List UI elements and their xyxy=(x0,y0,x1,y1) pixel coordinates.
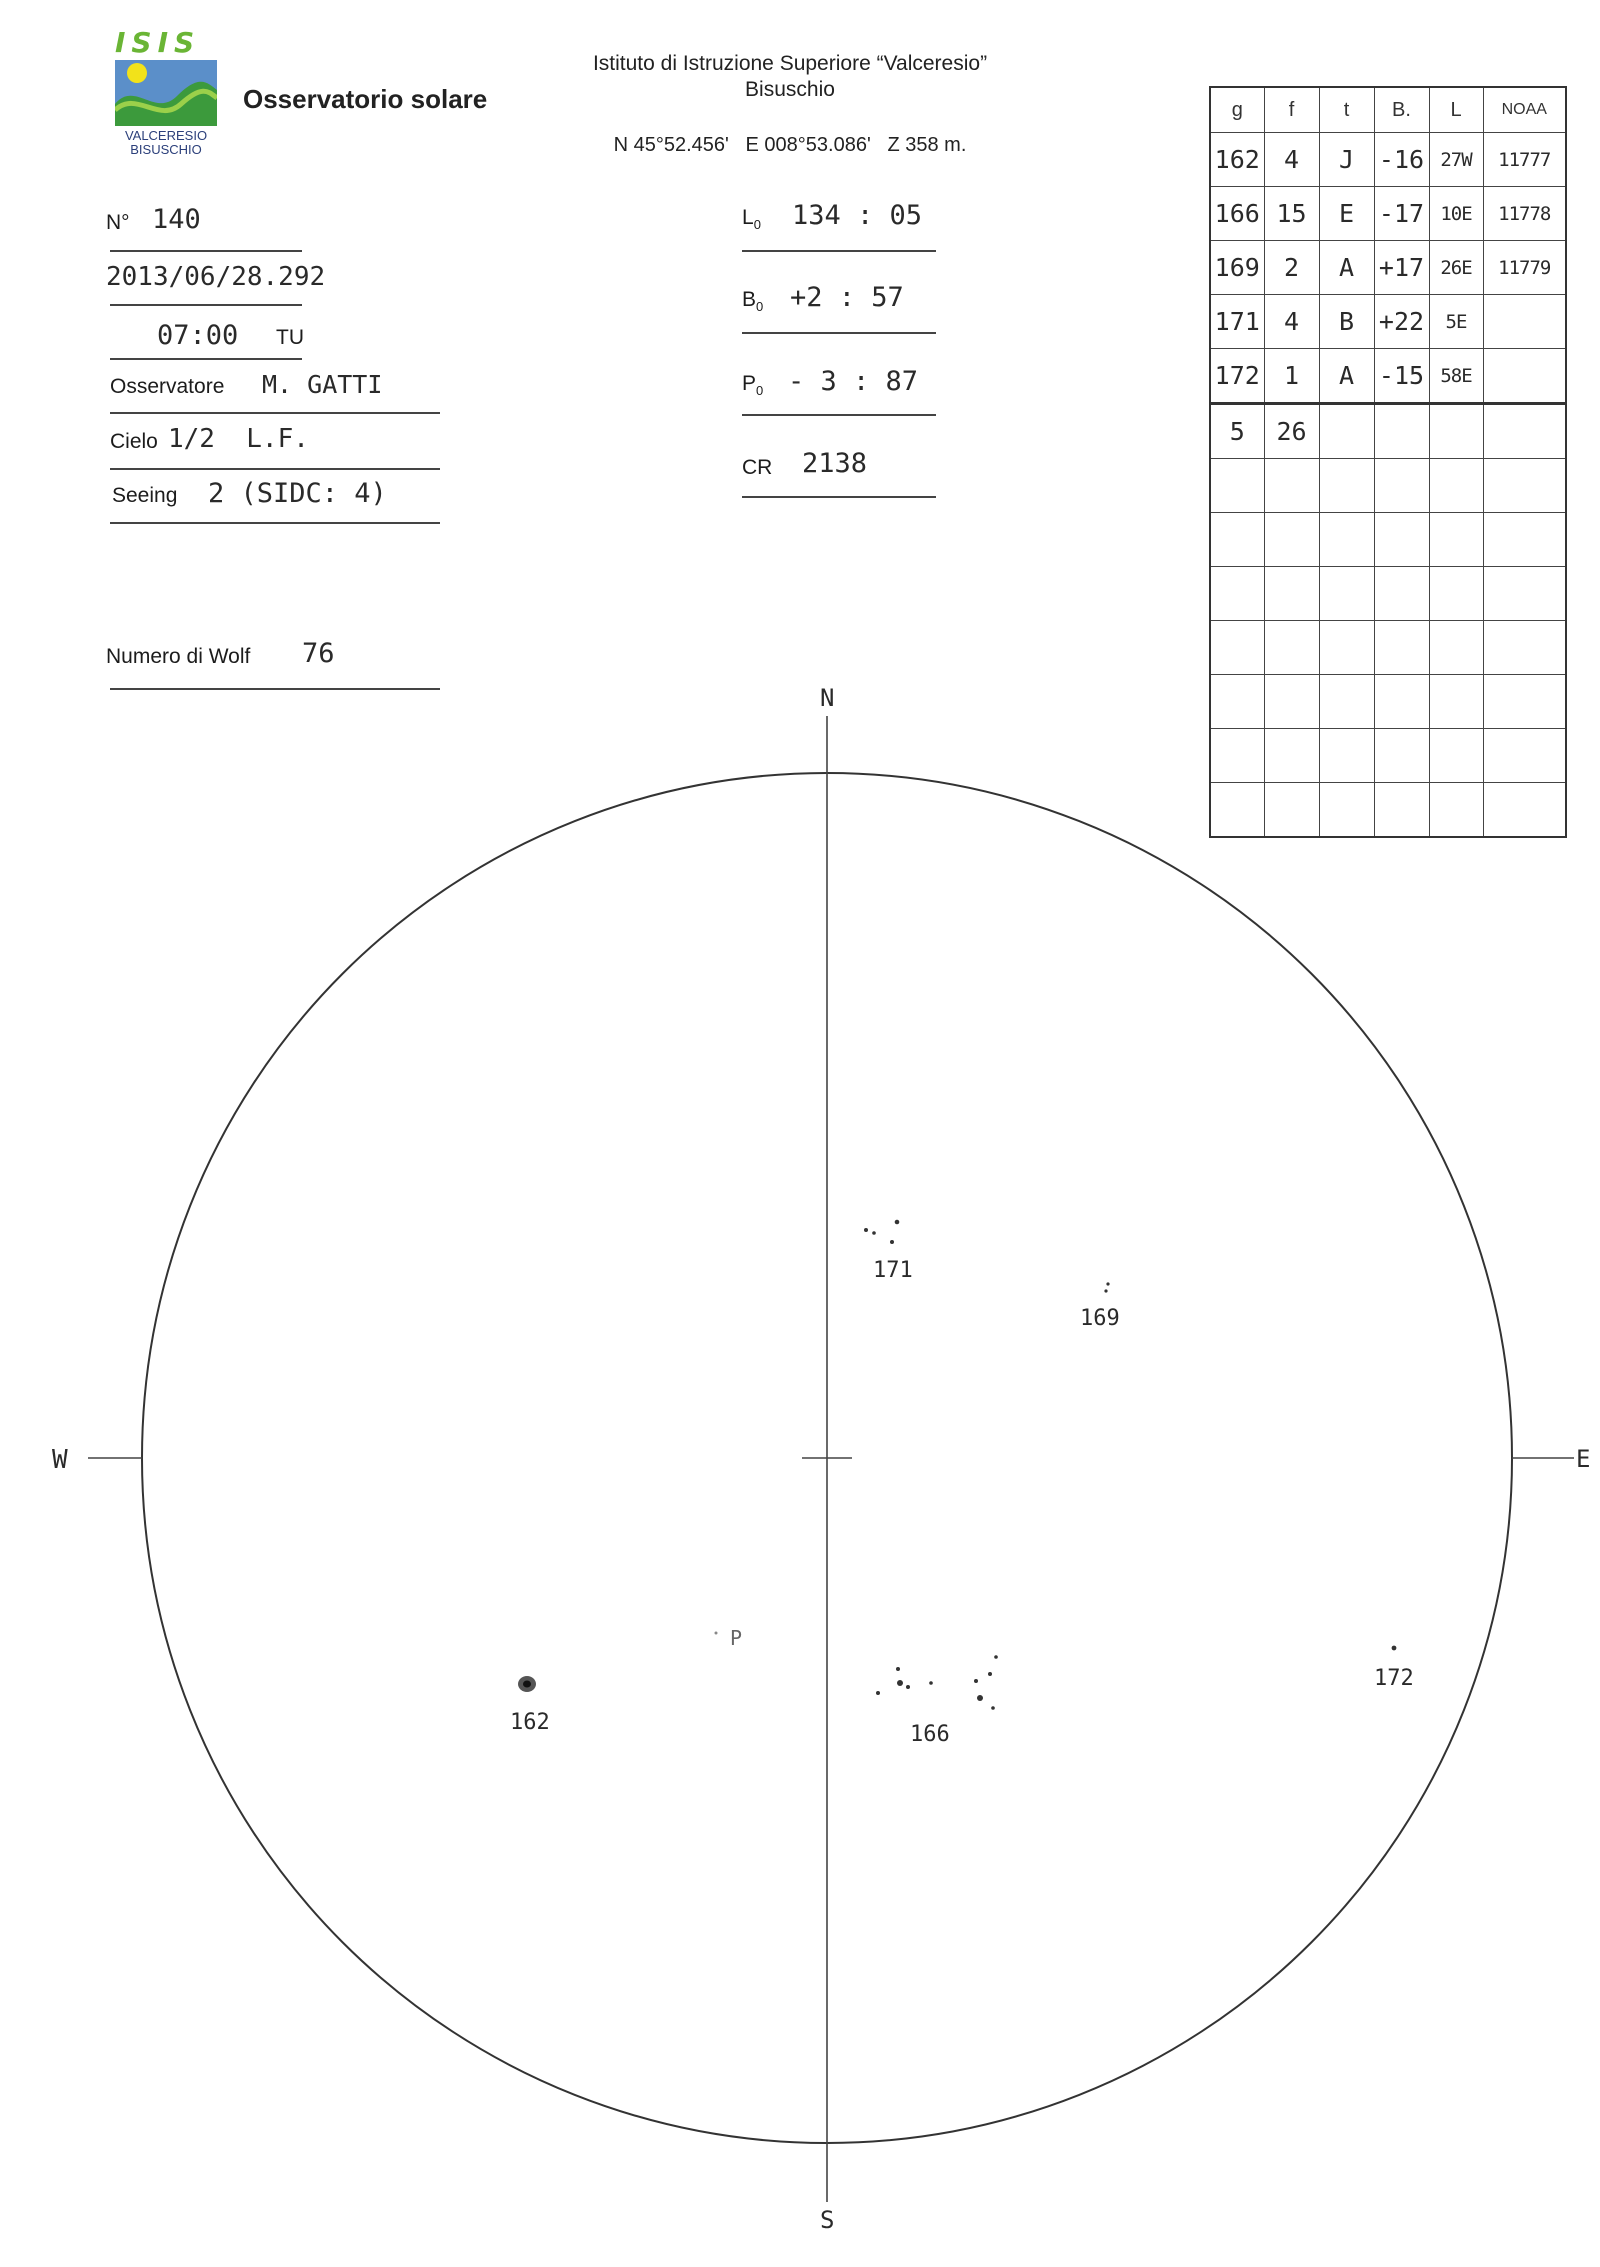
table-cell: -16 xyxy=(1374,133,1429,187)
sunspot-dot xyxy=(988,1672,992,1676)
table-cell: E xyxy=(1319,187,1374,241)
header-l: L xyxy=(1429,87,1483,133)
sunspot-dot xyxy=(895,1220,900,1225)
sunspot-dot xyxy=(906,1685,910,1689)
table-cell: 2 xyxy=(1264,241,1319,295)
cr-label: CR xyxy=(742,456,773,479)
group-label-162: 162 xyxy=(510,1710,550,1735)
header-t: t xyxy=(1319,87,1374,133)
time-unit: TU xyxy=(276,326,304,349)
sunspot-162-umbra xyxy=(523,1681,531,1688)
sunspot-dot xyxy=(994,1655,998,1659)
table-cell: 27W xyxy=(1429,133,1483,187)
table-cell: 169 xyxy=(1210,241,1264,295)
isis-logo-mark: ISIS xyxy=(115,26,201,59)
sunspot-dot xyxy=(1106,1282,1109,1285)
time-value: 07:00 xyxy=(157,320,239,351)
b0-value: +2 : 57 xyxy=(790,282,904,313)
p0-value: - 3 : 87 xyxy=(788,366,919,397)
group-label-166: 166 xyxy=(910,1722,950,1747)
observatory-title: Osservatorio solare xyxy=(243,84,488,114)
group-label-172: 172 xyxy=(1374,1666,1414,1691)
table-cell: 58E xyxy=(1429,349,1483,404)
table-cell: +17 xyxy=(1374,241,1429,295)
sunspot-dot xyxy=(890,1240,894,1244)
west-label: W xyxy=(52,1445,68,1475)
header-f: f xyxy=(1264,87,1319,133)
table-cell: +22 xyxy=(1374,295,1429,349)
sunspot-dots xyxy=(518,1220,1396,1710)
table-cell: 171 xyxy=(1210,295,1264,349)
table-cell: 166 xyxy=(1210,187,1264,241)
sunspot-dot xyxy=(977,1695,983,1701)
observer-value: M. GATTI xyxy=(262,370,383,399)
l0-value: 134 : 05 xyxy=(792,200,923,231)
observer-label: Osservatore xyxy=(110,375,225,398)
date-value: 2013/06/28.292 xyxy=(106,262,326,292)
north-label: N xyxy=(820,684,835,712)
sunspot-dot xyxy=(991,1706,995,1710)
sky-value: 1/2 L.F. xyxy=(168,424,309,454)
station-coordinates: N 45°52.456' E 008°53.086' Z 358 m. xyxy=(613,134,967,156)
logo-line2: BISUSCHIO xyxy=(130,142,202,157)
table-cell: 11779 xyxy=(1483,241,1566,295)
group-label-171: 171 xyxy=(873,1258,913,1283)
table-cell: 172 xyxy=(1210,349,1264,404)
sunspot-dot xyxy=(715,1632,718,1635)
table-cell: 11777 xyxy=(1483,133,1566,187)
sunspot-dot xyxy=(864,1228,868,1232)
p-marker: P xyxy=(730,1626,743,1650)
number-label: N° xyxy=(106,211,130,234)
header-b: B. xyxy=(1374,87,1429,133)
table-cell: 4 xyxy=(1264,295,1319,349)
l0-label: $L_0$ xyxy=(742,206,761,233)
table-cell: 11778 xyxy=(1483,187,1566,241)
table-cell: 1 xyxy=(1264,349,1319,404)
cr-value: 2138 xyxy=(802,448,868,479)
table-cell: A xyxy=(1319,241,1374,295)
sunspot-dot xyxy=(1104,1289,1107,1292)
sky-label: Cielo xyxy=(110,430,158,453)
south-label: S xyxy=(820,2206,835,2234)
seeing-value: 2 (SIDC: 4) xyxy=(208,478,387,509)
header-noaa: NOAA xyxy=(1483,87,1566,133)
sunspot-dot xyxy=(897,1680,903,1686)
table-cell: A xyxy=(1319,349,1374,404)
sunspot-dot xyxy=(896,1667,900,1671)
table-cell: 162 xyxy=(1210,133,1264,187)
seeing-label: Seeing xyxy=(112,484,178,507)
table-cell: 5 xyxy=(1210,404,1264,459)
table-cell: 26E xyxy=(1429,241,1483,295)
sunspot-dot xyxy=(872,1231,876,1235)
sunspot-dot xyxy=(876,1691,880,1695)
table-cell: 4 xyxy=(1264,133,1319,187)
sunspot-dot xyxy=(1392,1646,1397,1651)
wolf-value: 76 xyxy=(302,638,335,669)
sunspot-dot xyxy=(929,1681,933,1685)
sunspot-dot xyxy=(974,1679,978,1683)
table-cell: 5E xyxy=(1429,295,1483,349)
table-cell: 10E xyxy=(1429,187,1483,241)
b0-label: $B_0$ xyxy=(742,288,764,315)
wolf-label: Numero di Wolf xyxy=(106,645,251,668)
header-g: g xyxy=(1210,87,1264,133)
east-label: E xyxy=(1576,1445,1591,1473)
institute-name: Istituto di Istruzione Superiore “Valceresio” xyxy=(592,52,988,75)
table-cell: B xyxy=(1319,295,1374,349)
table-cell: 15 xyxy=(1264,187,1319,241)
p0-label: $P_0$ xyxy=(742,372,764,399)
number-value: 140 xyxy=(152,204,201,235)
group-label-169: 169 xyxy=(1080,1306,1120,1331)
table-cell: -17 xyxy=(1374,187,1429,241)
logo-line1: VALCERESIO xyxy=(124,128,208,143)
table-cell: 26 xyxy=(1264,404,1319,459)
table-cell: -15 xyxy=(1374,349,1429,404)
table-cell: J xyxy=(1319,133,1374,187)
institute-town: Bisuschio xyxy=(745,78,835,101)
